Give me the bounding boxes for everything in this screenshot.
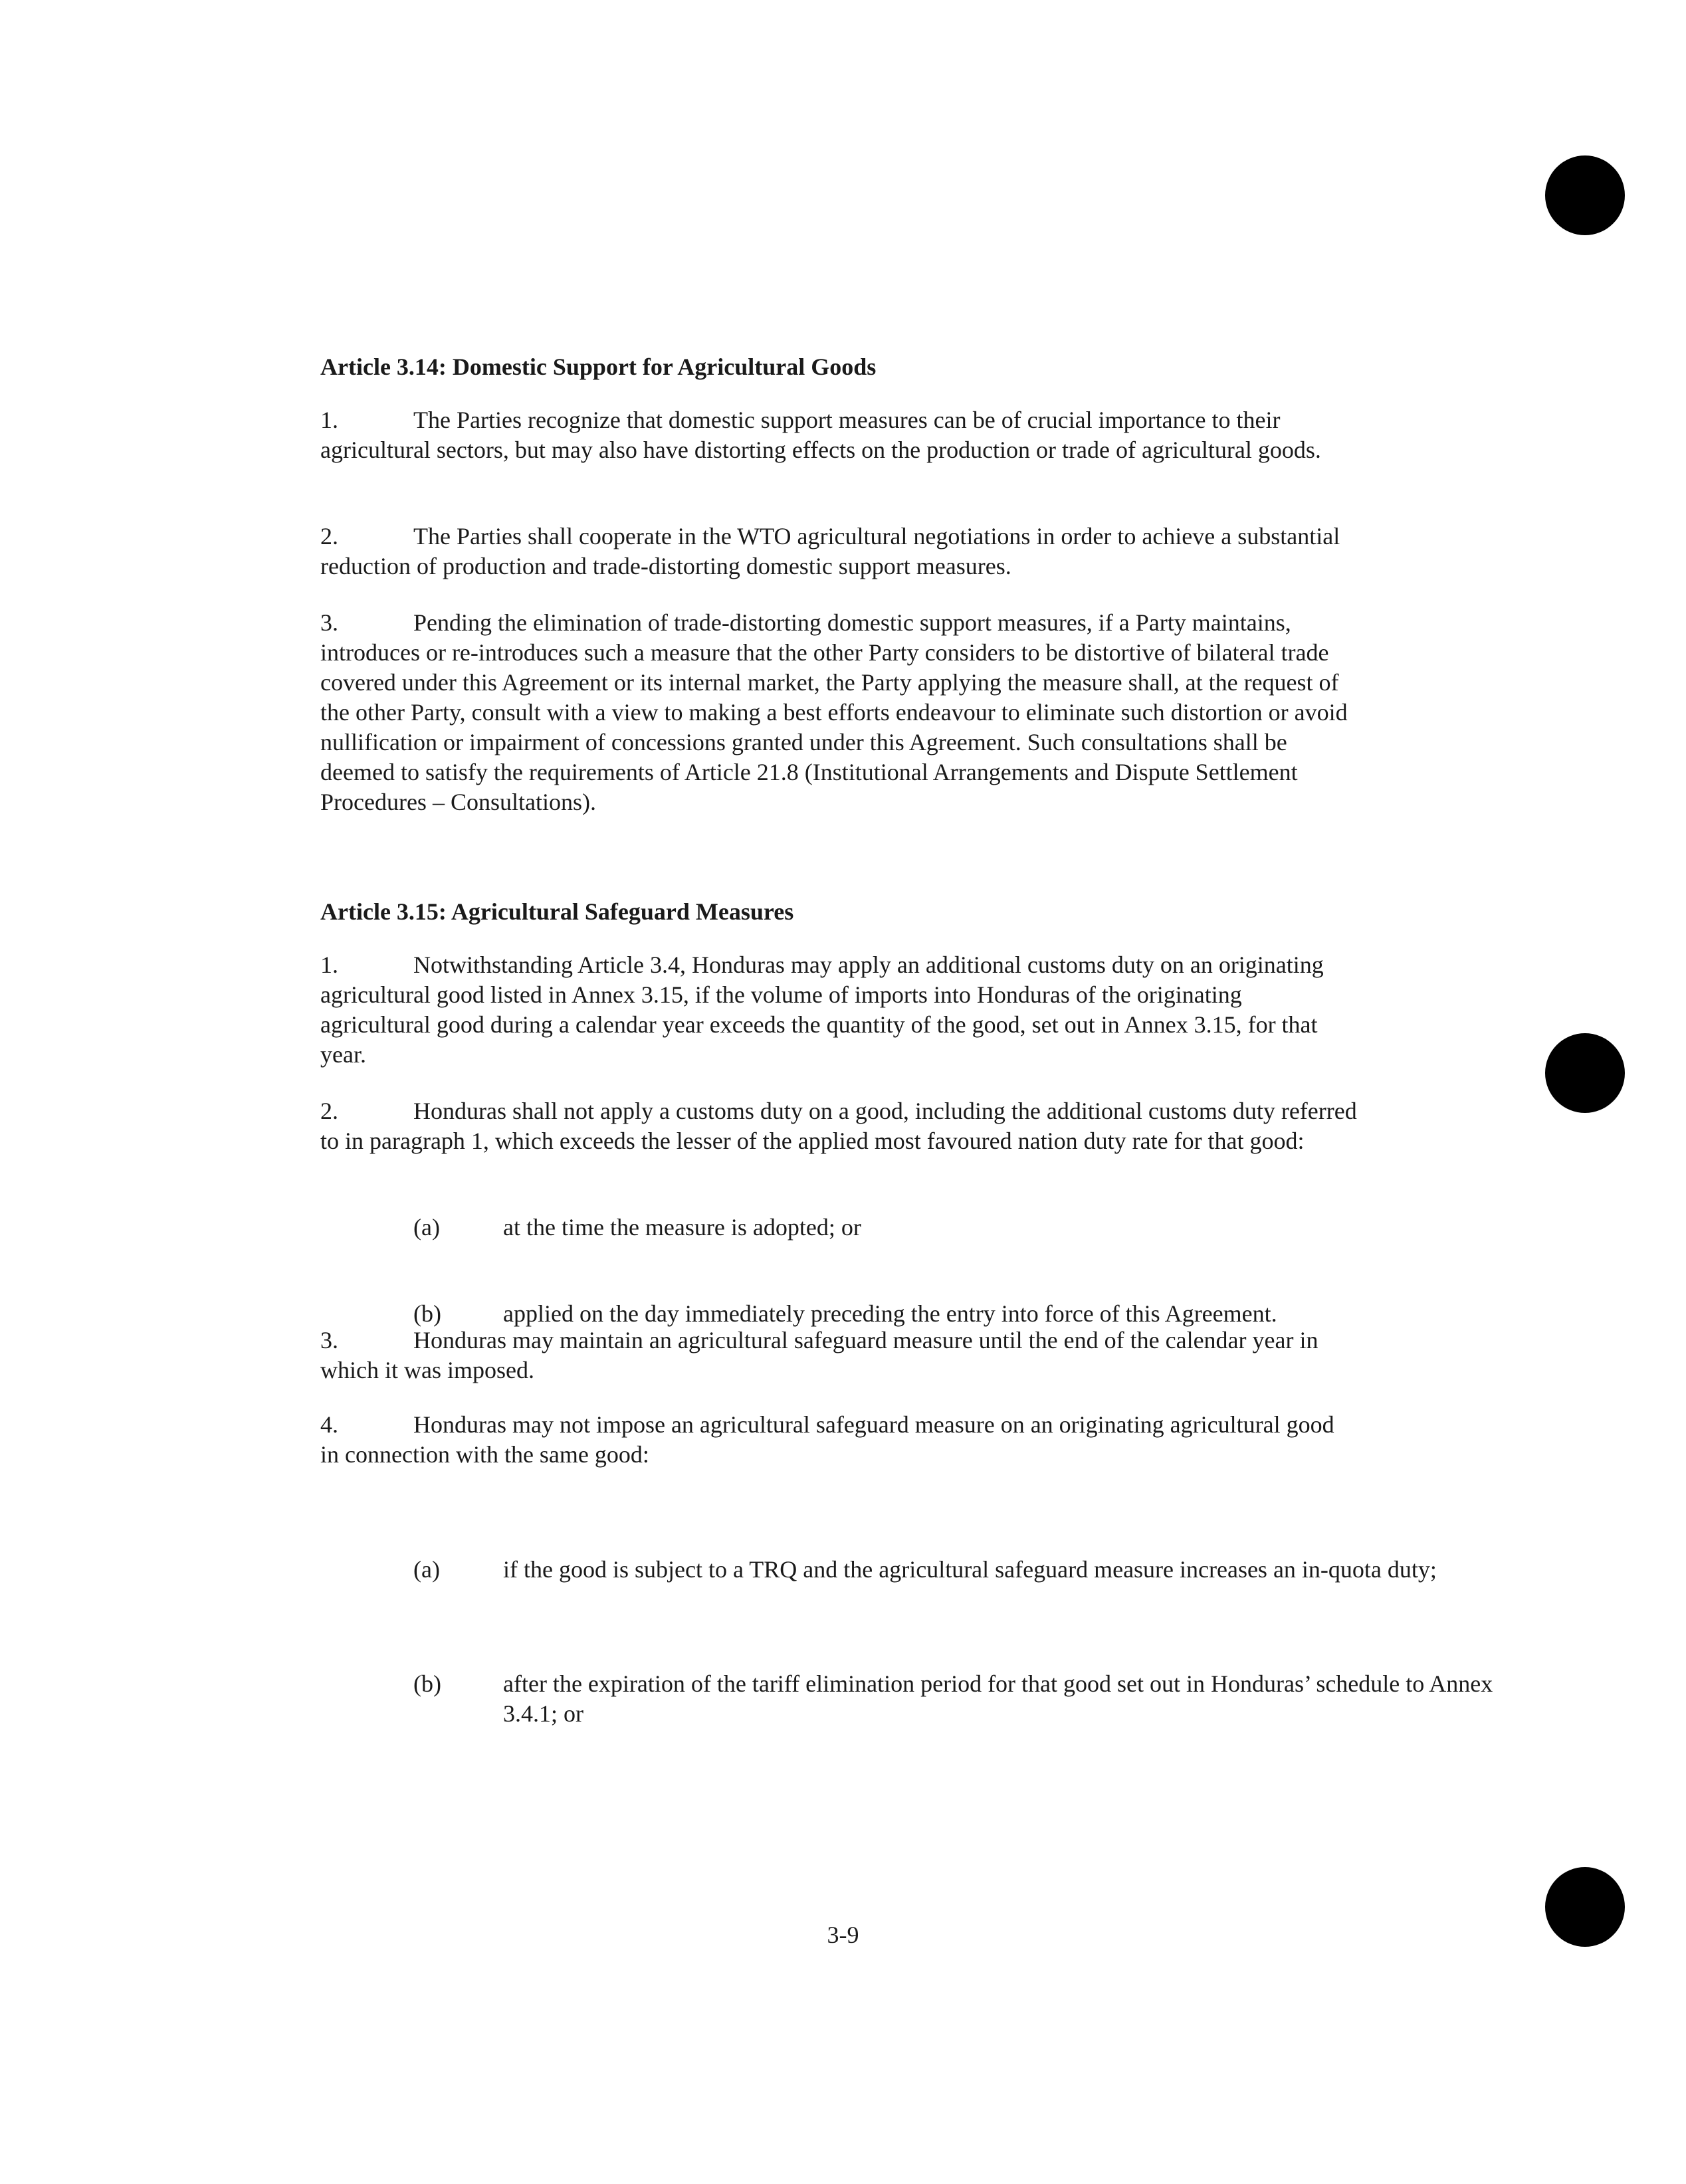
punch-hole-middle [1545,1033,1625,1113]
paragraph-text: Notwithstanding Article 3.4, Honduras may apply an additional customs duty on an originating agricultural good listed in Annex 3.15, if the volume of imports into Honduras of the originating agricultural good during a calendar year exceeds the quantity of the good, set out in Annex 3.15, for that year. [320,951,1324,1068]
paragraph-text: Honduras shall not apply a customs duty on a good, including the additional customs duty referred to in paragraph 1, which exceeds the lesser of the applied most favoured nation duty rate for that good: [320,1098,1357,1154]
paragraph-text: Pending the elimination of trade-distorting domestic support measures, if a Party maintains, introduces or re-introduces such a measure that the other Party considers to be distortive of bilateral trade covered under this Agreement or its internal market, the Party applying the measure shall, at the request of the other Party, consult with a view to making a best efforts endeavour to eliminate such distortion or avoid nullification or impairment of concessions granted under this Agreement. Such consultations shall be deemed to satisfy the requirements of Article 21.8 (Institutional Arrangements and Dispute Settlement Procedures – Consultations). [320,609,1348,815]
paragraph-text: Honduras may maintain an agricultural safeguard measure until the end of the calendar year in which it was imposed. [320,1327,1318,1383]
item-text: at the time the measure is adopted; or [503,1214,861,1241]
paragraph-number: 1. [320,951,338,978]
item-label: (a) [413,1556,440,1583]
article-3-15-title: Article 3.15: Agricultural Safeguard Measures [320,898,794,925]
item-label: (a) [413,1214,440,1241]
paragraph-number: 1. [320,407,338,433]
paragraph-number: 3. [320,609,338,636]
page-number: 3-9 [827,1922,859,1948]
paragraph-text: The Parties shall cooperate in the WTO agricultural negotiations in order to achieve a substantial reduction of production and trade-distorting domestic support measures. [320,523,1340,579]
article-3-15-paragraph-2-item-a [320,1213,1540,1242]
article-3-14-paragraph-2 [320,522,1357,581]
item-text: if the good is subject to a TRQ and the agricultural safeguard measure increases an in-quota duty; [503,1556,1437,1583]
article-3-15-paragraph-3 [320,1326,1357,1385]
article-3-14-paragraph-1 [320,405,1357,465]
article-3-15-paragraph-4-item-a [320,1555,1540,1585]
article-3-15-paragraph-1 [320,950,1357,1070]
article-3-15-paragraph-4-item-b [320,1669,1540,1729]
article-3-15-paragraph-4 [320,1410,1357,1470]
paragraph-text: The Parties recognize that domestic support measures can be of crucial importance to their agricultural sectors, but may also have distorting effects on the production or trade of agricultural goods. [320,407,1321,463]
article-3-14-title: Article 3.14: Domestic Support for Agricultural Goods [320,353,877,380]
item-text: after the expiration of the tariff elimination period for that good set out in Honduras’ schedule to Annex 3.4.1; or [503,1670,1493,1727]
article-3-15-paragraph-2-item-b [320,1299,1540,1329]
paragraph-number: 2. [320,523,338,549]
paragraph-number: 2. [320,1098,338,1124]
item-label: (b) [413,1670,441,1697]
punch-hole-top [1545,155,1625,235]
item-text: applied on the day immediately preceding the entry into force of this Agreement. [503,1300,1277,1327]
article-3-14-paragraph-3 [320,608,1357,817]
paragraph-number: 4. [320,1411,338,1438]
article-3-15-paragraph-2 [320,1096,1357,1156]
item-label: (b) [413,1300,441,1327]
paragraph-number: 3. [320,1327,338,1353]
paragraph-text: Honduras may not impose an agricultural safeguard measure on an originating agricultural good in connection with the same good: [320,1411,1334,1468]
